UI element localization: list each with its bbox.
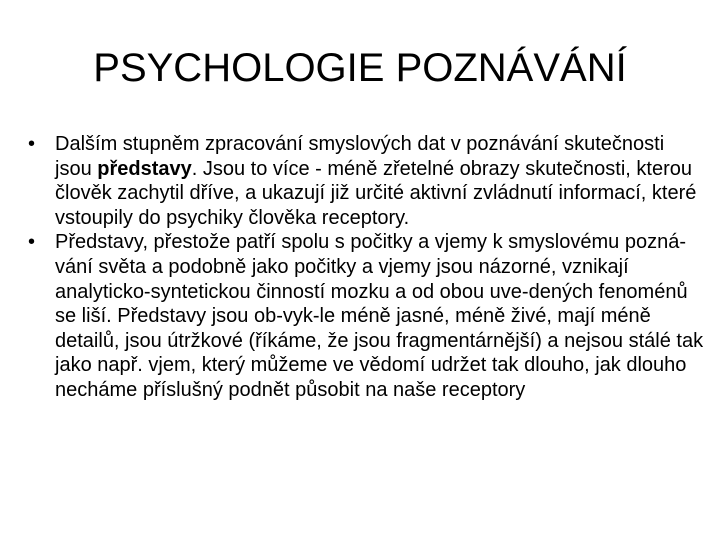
bullet-list: [28, 132, 704, 403]
bullet-text-start: Dalším stupněm zpracování smyslových dat v poznávání skutečnosti jsou: [55, 133, 665, 180]
bullet-item: [28, 230, 704, 402]
bullet-item: [28, 132, 704, 230]
bullet-icon: [28, 132, 55, 157]
slide-title: PSYCHOLOGIE POZNÁVÁNÍ: [93, 46, 627, 90]
bullet-icon: [28, 230, 55, 255]
bullet-text-end: . Jsou to více - méně zřetelné obrazy skutečnosti, kterou člověk zachytil dříve, a ukazují již určité aktivní zvládnutí informací, které vstoupily do psychiky člověka receptory.: [55, 157, 697, 229]
bullet-text-emphasis: představy: [97, 157, 192, 180]
bullet-text: Představy, přestože patří spolu s počitky a vjemy k smyslovému pozná-vání světa a podobně jako počitky a vjemy jsou názorné, vznikají analyticko-syntetickou činností mozku a od obou uve-dených fenoménů se liší. Představy jsou ob-vyk-le méně jasné, méně živé, mají méně detailů, jsou útržkové (říkáme, že jsou fragmentárnější) a nejsou stálé tak jako např. vjem, který můžeme ve vědomí udržet tak dlouho, jak dlouho necháme příslušný podnět působit na naše receptory: [55, 231, 704, 401]
